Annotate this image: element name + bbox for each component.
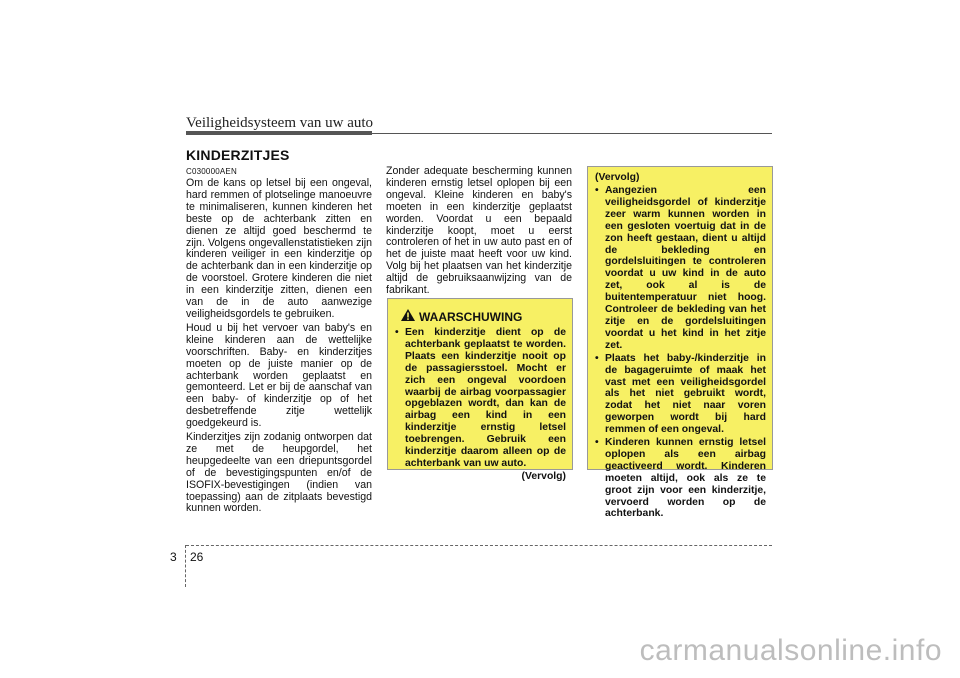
- paragraph: Zonder adequate bescherming kunnen kinderen ernstig letsel oplopen bij een ongeval. Kleine kinderen en baby's moeten in een kinderzitje geplaatst worden. Voordat u een bepaald kinderzitje koopt, moet u eerst controleren of het in uw auto past en of het de juiste maat heeft voor uw kind. Volg bij het plaatsen van het kinderzitje altijd de gebruiksaanwijzing van de fabrikant.: [386, 165, 572, 297]
- warning-body: [395, 327, 566, 483]
- warning-text: Een kinderzitje dient op de achterbank geplaatst te worden. Plaats een kinderzitje nooit op de passagiersstoel. Mocht er zich een ongeval voordoen waarbij de airbag voorpassagier opgeblazen wordt, dan kan de airbag een kind in een kinderzitje ernstig letsel toebrengen. Gebruik een kinderzitje daarom alleen op de achterbank van uw auto.: [405, 327, 566, 469]
- header-bar: [186, 131, 372, 135]
- list-item: [595, 353, 766, 436]
- warning-header: [395, 309, 566, 324]
- continued-title: (Vervolg): [595, 172, 640, 183]
- warning-continued: (Vervolg): [521, 470, 566, 482]
- bullet: •: [595, 352, 599, 364]
- section-title: KINDERZITJES: [186, 147, 290, 163]
- continued-text: Aangezien een veiligheidsgordel of kinderzitje zeer warm kunnen worden in een gesloten voertuig dat in de zon heeft gestaan, dient u altijd de bekleding en gordelsluitingen te controleren voordat u uw kind in de auto zet, ook al is de buitentemperatuur niet hoog. Controleer de bekleding van het zitje en de gordelsluitingen voordat u het kind in het zitje zet.: [605, 185, 766, 351]
- list-item: [595, 185, 766, 352]
- warning-box: [387, 298, 573, 482]
- paragraph: Kinderzitjes zijn zodanig ontworpen dat ze met de heupgordel, het heupgedeelte van een driepuntsgordel of de bevestigingspunten en/of de ISOFIX-bevestigingen (indien van toepassing) aan de zitplaats bevestigd kunnen worden.: [186, 431, 372, 515]
- footer-vertical-divider: [185, 545, 186, 587]
- paragraph: Houd u bij het vervoer van baby's en kleine kinderen aan de wettelijke voorschriften. Baby- en kinderzitjes moeten op de juiste manier op de achterbank worden geplaatst en gemonteerd. Let er bij de aanschaf van een baby- of kinderzitje op of het desbetreffende zitje wettelijk goedgekeurd is.: [186, 321, 372, 430]
- column-middle: [386, 166, 572, 299]
- bullet: •: [595, 437, 599, 449]
- column-left: [186, 178, 372, 517]
- page-header-title: Veiligheidsysteem van uw auto: [186, 115, 374, 131]
- section-code: C030000AEN: [186, 167, 237, 176]
- list-item: [595, 437, 766, 520]
- warning-triangle-icon: [401, 309, 415, 324]
- warning-title: WAARSCHUWING: [419, 309, 523, 324]
- list-item: [395, 327, 566, 470]
- bullet: •: [595, 185, 599, 196]
- watermark: carmanualsonline.info: [639, 634, 942, 667]
- paragraph: Om de kans op letsel bij een ongeval, hard remmen of plotselinge manoeuvre te minimaliseren, kunnen kinderen het beste op de achterbank zitten en dienen ze altijd goed beschermd te zijn. Volgens ongevallenstatistieken zijn kinderen veiliger in een kinderzitje op de achterbank dan in een kinderzitje op de voorstoel. Grotere kinderen die niet in een kinderzitje zitten, dienen een van de in de auto aanwezige veiligheidsgordels te gebruiken.: [186, 177, 372, 320]
- chapter-number: 3: [170, 550, 177, 564]
- bullet: •: [395, 327, 399, 338]
- continued-text: Plaats het baby-/kinderzitje in de bagageruimte of maak het vast met een veiligheidsgordel als het niet gebruikt wordt, zodat het niet naar voren geworpen wordt bij hard remmen of een ongeval.: [605, 352, 766, 436]
- continued-text: Kinderen kunnen ernstig letsel oplopen als een airbag geactiveerd wordt. Kinderen moeten altijd, ook als ze te groot zijn voor een kinderzitje, vervoerd worden op de achterbank.: [605, 437, 766, 520]
- continued-body: [595, 185, 766, 520]
- continued-warning-box: [587, 166, 773, 520]
- header-rule: [372, 133, 772, 134]
- page-number: 26: [190, 550, 204, 564]
- footer-divider: [186, 545, 772, 546]
